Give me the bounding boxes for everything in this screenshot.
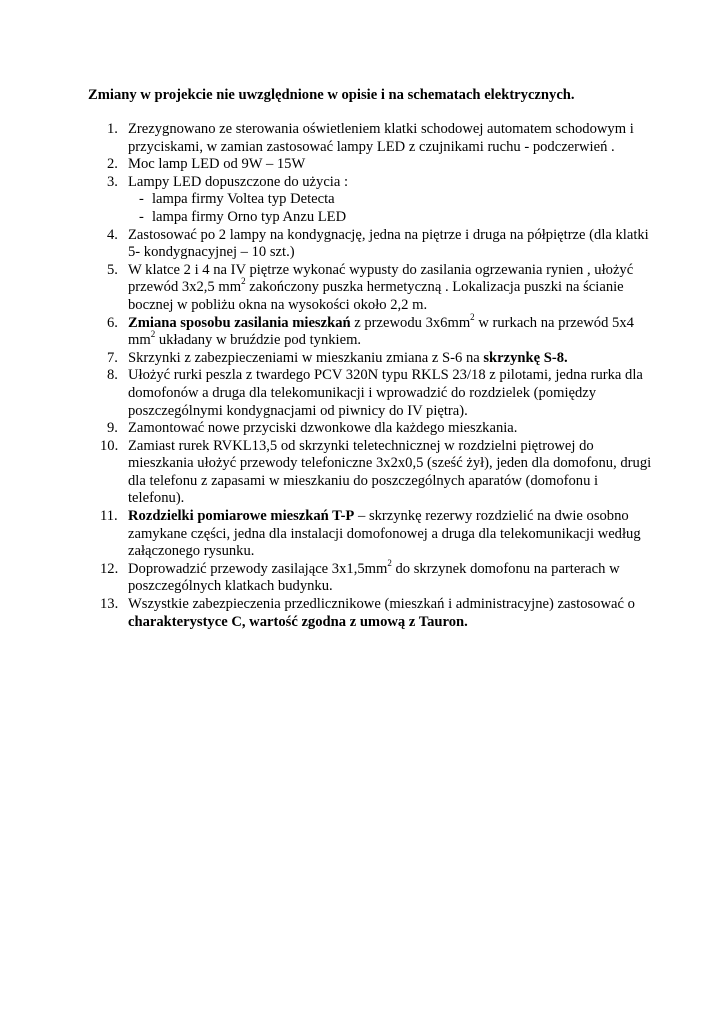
item-number: 8. (107, 367, 118, 384)
list-item (88, 121, 653, 156)
item-number: 2. (107, 156, 118, 173)
item-text: Ułożyć rurki peszla z twardego PCV 320N typu RKLS 23/18 z pilotami, jedna rurka dla domofonów a druga dla telekomunikacji i wprowadzić do rozdzielek (pomiędzy poszczególnymi kondygnacjami od piwnicy do IV piętra). (128, 367, 643, 419)
sub-item-dash: - (139, 191, 144, 208)
list-item (88, 227, 653, 262)
sub-item-text: lampa firmy Voltea typ Detecta (152, 191, 335, 208)
item-text: W klatce 2 i 4 na IV piętrze wykonać wypusty do zasilania ogrzewania rynien , ułożyć przewód 3x2,5 mm (128, 261, 634, 296)
item-number: 3. (107, 173, 118, 190)
item-number: 13. (100, 596, 119, 613)
superscript: 2 (387, 557, 392, 568)
item-text: w rurkach na przewód 5x4 mm (128, 314, 634, 349)
item-number: 7. (107, 349, 118, 366)
item-text: z przewodu 3x6mm (350, 314, 471, 331)
item-text: Doprowadzić przewody zasilające 3x1,5mm (128, 560, 388, 577)
sub-item-dash: - (139, 208, 144, 225)
list-item (88, 156, 653, 174)
item-text: Zastosować po 2 lampy na kondygnację, jedna na piętrze i druga na półpiętrze (dla klatki 5- kondygnacyjnej – 10 szt.) (128, 226, 649, 261)
item-text: – skrzynkę rezerwy rozdzielić na dwie osobno zamykane części, jedna dla instalacji domofonowej a druga dla telekomunikacji według załączonego rysunku. (128, 508, 641, 560)
item-number: 12. (100, 560, 119, 577)
superscript: 2 (150, 329, 156, 340)
item-number: 11. (100, 508, 118, 525)
item-number: 5. (107, 261, 118, 278)
list-item (88, 262, 653, 315)
item-text: do skrzynek domofonu na parterach w poszczególnych klatkach budynku. (128, 560, 620, 595)
item-text: Zamiast rurek RVKL13,5 od skrzynki teletechnicznej w rozdzielni piętrowej do mieszkania ułożyć przewody telefoniczne 3x2x0,5 (sześć żył), jeden dla domofonu, drugi dla telefonu z zapasami w mieszkaniu do poszczególnych aparatów (domofonu i telefonu). (128, 437, 652, 507)
item-text: Wszystkie zabezpieczenia przedlicznikowe (mieszkań i administracyjne) zastosować o (128, 596, 635, 613)
item-number: 6. (107, 314, 118, 331)
item-number: 4. (107, 226, 118, 243)
list-item (88, 508, 653, 561)
item-text: Skrzynki z zabezpieczeniami w mieszkaniu zmiana z S-6 na (128, 349, 484, 366)
sub-list-item (88, 191, 653, 209)
item-text: Zamontować nowe przyciski dzwonkowe dla każdego mieszkania. (128, 420, 518, 437)
list-item (88, 557, 653, 596)
item-bold-text: Rozdzielki pomiarowe mieszkań T-P (128, 508, 355, 525)
item-text: układany w bruździe pod tynkiem. (155, 332, 362, 349)
list-item (88, 311, 653, 350)
item-text: Lampy LED dopuszczone do użycia : (128, 173, 349, 190)
superscript: 2 (241, 276, 246, 287)
sub-item-text: lampa firmy Orno typ Anzu LED (152, 208, 347, 225)
list-item (88, 438, 653, 508)
list-item (88, 350, 653, 368)
item-bold-text: Zmiana sposobu zasilania mieszkań (128, 314, 351, 331)
item-number: 1. (107, 121, 118, 137)
superscript: 2 (470, 311, 475, 322)
document-title: Zmiany w projekcie nie uwzględnione w opisie i na schematach elektrycznych. (88, 87, 575, 103)
list-item (88, 367, 653, 420)
item-bold-text: skrzynkę S-8. (483, 349, 568, 366)
list-item (88, 596, 653, 631)
item-text: zakończony puszka hermetyczną . Lokalizacja puszki na ścianie bocznej w pobliżu okna na wysokości około 2,2 m. (128, 279, 624, 313)
list-item (88, 174, 653, 192)
item-number: 10. (100, 437, 119, 454)
sub-list-item (88, 209, 653, 227)
changes-list (88, 121, 653, 631)
item-text: Zrezygnowano ze sterowania oświetleniem klatki schodowej automatem schodowym i przyciskami, w zamian zastosować lampy LED z czujnikami ruchu - podczerwień . (128, 121, 634, 155)
item-text: Moc lamp LED od 9W – 15W (128, 156, 306, 173)
item-bold-text: charakterystyce C, wartość zgodna z umową z Tauron. (128, 613, 468, 630)
list-item (88, 420, 653, 438)
item-number: 9. (107, 420, 118, 437)
